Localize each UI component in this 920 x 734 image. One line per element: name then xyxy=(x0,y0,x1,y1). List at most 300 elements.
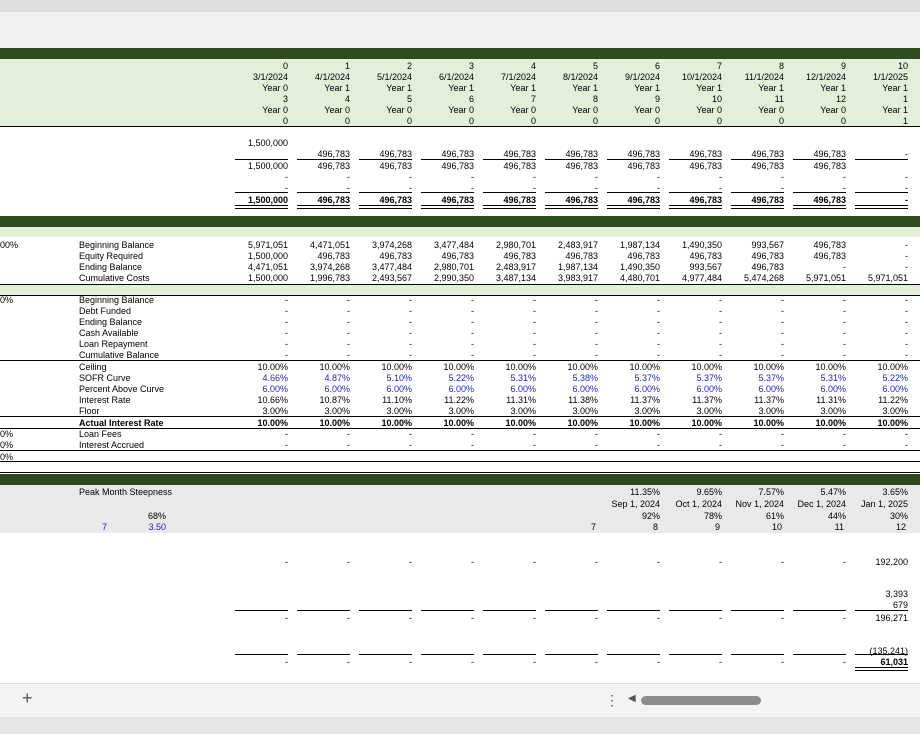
debt-value-cell: - xyxy=(533,339,536,349)
total-underline xyxy=(855,192,908,193)
equity-value-cell: - xyxy=(843,262,846,272)
rate-value-cell: 6.00% xyxy=(820,384,846,394)
actual-rate-cell: 10.00% xyxy=(753,418,784,428)
debt-value-cell: - xyxy=(533,317,536,327)
loan-fee-cell: - xyxy=(285,429,288,439)
steepness-month-cell: 11 xyxy=(834,522,844,532)
equity-value-cell: 2,483,917 xyxy=(557,240,598,250)
row-label: Percent Above Curve xyxy=(79,384,165,394)
steepness-pct-cell: 11.35% xyxy=(630,487,660,497)
steepness-date-cell: Sep 1, 2024 xyxy=(611,499,660,509)
rate-value-cell: 11.37% xyxy=(630,395,660,405)
month-index-cell: 9 xyxy=(654,94,660,104)
steepness-month-cell: 10 xyxy=(771,522,782,532)
period-date-cell: 7/1/2024 xyxy=(500,72,536,82)
lower-value-cell: - xyxy=(533,613,536,623)
total-underline xyxy=(297,192,350,193)
rate-value-cell: 10.00% xyxy=(319,362,350,372)
debt-value-cell: - xyxy=(533,295,536,305)
steepness-left-a: 7 xyxy=(101,522,107,532)
funding-blank-cell: - xyxy=(657,172,660,182)
total-double-underline xyxy=(235,205,288,209)
period-flag-cell: 0 xyxy=(468,116,474,126)
debt-value-cell: - xyxy=(285,339,288,349)
rates-line-a xyxy=(0,450,920,451)
debt-value-cell: - xyxy=(595,328,598,338)
debt-value-cell: - xyxy=(781,295,784,305)
row-label: Loan Repayment xyxy=(79,339,148,349)
rate-value-cell: 6.00% xyxy=(882,384,908,394)
debt-value-cell: - xyxy=(347,339,350,349)
steepness-date-cell: Oct 1, 2024 xyxy=(675,499,722,509)
debt-value-cell: - xyxy=(533,306,536,316)
equity-value-cell: 1,500,000 xyxy=(247,273,288,283)
equity-value-cell: 496,783 xyxy=(565,251,598,261)
lower-underline xyxy=(731,610,784,611)
rate-value-cell: 3.00% xyxy=(572,406,598,416)
rate-value-cell: 11.31% xyxy=(506,395,536,405)
lower-underline xyxy=(235,654,288,655)
period-year-cell: Year 1 xyxy=(510,83,536,93)
steepness-date-cell: Nov 1, 2024 xyxy=(735,499,784,509)
funding-blank-cell: - xyxy=(285,183,288,193)
left-pct-cell: 0% xyxy=(0,440,14,450)
debt-value-cell: - xyxy=(595,317,598,327)
debt-value-cell: - xyxy=(905,328,908,338)
debt-value-cell: - xyxy=(471,339,474,349)
rate-value-cell: 10.00% xyxy=(691,362,722,372)
rate-value-cell: 6.00% xyxy=(696,384,722,394)
actual-rate-cell: 10.00% xyxy=(691,418,722,428)
debt-value-cell: - xyxy=(285,328,288,338)
funding-total-cell: 1,500,000 xyxy=(247,195,288,205)
rate-value-cell: 6.00% xyxy=(634,384,660,394)
rate-value-cell: 5.37% xyxy=(758,373,784,383)
period-flag-cell: 0 xyxy=(406,116,412,126)
rate-value-cell: 3.00% xyxy=(510,406,536,416)
lower-underline xyxy=(483,610,536,611)
monthly-funding-cell: 496,783 xyxy=(751,149,784,159)
actual-rate-cell: 10.00% xyxy=(567,418,598,428)
period-year-cell: Year 0 xyxy=(758,105,784,115)
debt-value-cell: - xyxy=(781,317,784,327)
month-index-cell: 3 xyxy=(282,94,288,104)
period-flag-cell: 0 xyxy=(592,116,598,126)
rate-value-cell: 10.00% xyxy=(505,362,536,372)
period-flag-cell: 0 xyxy=(282,116,288,126)
row-label: SOFR Curve xyxy=(79,373,131,383)
period-year-cell: Year 1 xyxy=(882,105,908,115)
funding-blank-cell: - xyxy=(781,172,784,182)
month-index-cell: 11 xyxy=(774,94,784,104)
period-number-cell: 5 xyxy=(592,61,598,71)
rate-value-cell: 3.00% xyxy=(448,406,474,416)
total-double-underline xyxy=(793,205,846,209)
lower-value-cell: - xyxy=(657,613,660,623)
monthly-funding-cell: 496,783 xyxy=(813,149,846,159)
steepness-share-cell: 92% xyxy=(641,511,660,521)
interest-accrued-cell: - xyxy=(843,440,846,450)
lower-value-cell: - xyxy=(657,657,660,667)
rate-value-cell: 11.22% xyxy=(878,395,908,405)
rate-value-cell: 6.00% xyxy=(758,384,784,394)
debt-value-cell: - xyxy=(595,350,598,360)
lower-underline xyxy=(793,610,846,611)
equity-value-cell: 4,471,051 xyxy=(247,262,288,272)
rate-value-cell: 3.00% xyxy=(262,406,288,416)
funding-subtotal-cell: 496,783 xyxy=(503,161,536,171)
actual-rate-cell: 10.00% xyxy=(815,418,846,428)
actual-rate-top-line xyxy=(0,416,920,417)
debt-value-cell: - xyxy=(533,328,536,338)
rate-value-cell: 11.22% xyxy=(444,395,474,405)
equity-value-cell: 496,783 xyxy=(379,251,412,261)
add-sheet-button[interactable]: + xyxy=(22,688,33,708)
funding-subtotal-cell: 496,783 xyxy=(689,161,722,171)
rate-value-cell: 10.87% xyxy=(319,395,350,405)
actual-rate-cell: 10.00% xyxy=(319,418,350,428)
debt-value-cell: - xyxy=(781,306,784,316)
rate-value-cell: 4.87% xyxy=(324,373,350,383)
equity-value-cell: 3,477,484 xyxy=(433,240,474,250)
rate-value-cell: 6.00% xyxy=(448,384,474,394)
interest-accrued-cell: - xyxy=(409,440,412,450)
debt-value-cell: - xyxy=(347,328,350,338)
loan-fee-cell: - xyxy=(595,429,598,439)
rate-value-cell: 3.00% xyxy=(696,406,722,416)
debt-value-cell: - xyxy=(905,295,908,305)
debt-value-cell: - xyxy=(409,328,412,338)
debt-value-cell: - xyxy=(843,328,846,338)
row-label: Beginning Balance xyxy=(79,240,155,250)
period-number-cell: 2 xyxy=(406,61,412,71)
lower-underline xyxy=(545,654,598,655)
lower-underline xyxy=(235,610,288,611)
funding-blank-cell: - xyxy=(843,172,846,182)
lower-value-cell: - xyxy=(533,557,536,567)
period-flag-cell: 0 xyxy=(654,116,660,126)
equity-value-cell: 5,971,051 xyxy=(247,240,288,250)
lower-value-cell: - xyxy=(595,613,598,623)
funding-total-cell: 496,783 xyxy=(317,195,350,205)
total-double-underline xyxy=(421,205,474,209)
debt-value-cell: - xyxy=(657,350,660,360)
rate-value-cell: 6.00% xyxy=(324,384,350,394)
period-year-cell: Year 1 xyxy=(820,83,846,93)
equity-value-cell: 4,471,051 xyxy=(309,240,350,250)
debt-value-cell: - xyxy=(595,306,598,316)
interest-accrued-cell: - xyxy=(347,440,350,450)
rate-value-cell: 5.22% xyxy=(448,373,474,383)
equity-value-cell: 2,980,701 xyxy=(495,240,536,250)
period-date-cell: 5/1/2024 xyxy=(376,72,412,82)
subtotal-underline xyxy=(545,159,598,160)
subtotal-underline xyxy=(483,159,536,160)
more-options-icon[interactable]: ⋮ xyxy=(605,692,619,708)
lower-underline xyxy=(421,610,474,611)
lower-underline xyxy=(297,654,350,655)
funding-blank-cell: - xyxy=(409,172,412,182)
funding-blank-cell: - xyxy=(595,172,598,182)
equity-value-cell: 1,500,000 xyxy=(247,251,288,261)
total-underline xyxy=(359,192,412,193)
lower-value-cell: - xyxy=(719,613,722,623)
funding-total-cell: 496,783 xyxy=(379,195,412,205)
debt-value-cell: - xyxy=(471,350,474,360)
lower-value-cell: - xyxy=(471,657,474,667)
lower-underline xyxy=(359,610,412,611)
period-flag-cell: 1 xyxy=(902,116,908,126)
steepness-left-b: 3.50 xyxy=(148,522,166,532)
debt-value-cell: - xyxy=(843,295,846,305)
steepness-month-cell: 8 xyxy=(652,522,658,532)
lower-value-cell: - xyxy=(409,557,412,567)
period-number-cell: 3 xyxy=(468,61,474,71)
total-underline xyxy=(793,192,846,193)
loan-fee-cell: - xyxy=(781,429,784,439)
subtotal-underline xyxy=(421,159,474,160)
rate-value-cell: 11.38% xyxy=(568,395,598,405)
row-label: Cash Available xyxy=(79,328,139,338)
funding-subtotal-cell: 496,783 xyxy=(441,161,474,171)
debt-value-cell: - xyxy=(347,295,350,305)
monthly-funding-cell: 496,783 xyxy=(441,149,474,159)
equity-value-cell: 496,783 xyxy=(441,251,474,261)
lower-value-cell: - xyxy=(347,657,350,667)
equity-value-cell: 3,983,917 xyxy=(557,273,598,283)
funding-subtotal-cell: 496,783 xyxy=(379,161,412,171)
debt-value-cell: - xyxy=(905,306,908,316)
rate-value-cell: 10.66% xyxy=(257,395,288,405)
rate-value-cell: 10.00% xyxy=(381,362,412,372)
lower-value-cell: - xyxy=(781,613,784,623)
steepness-pct-cell: 7.57% xyxy=(758,487,784,497)
actual-rate-cell: 10.00% xyxy=(629,418,660,428)
debt-value-cell: - xyxy=(471,306,474,316)
period-number-cell: 10 xyxy=(897,61,908,71)
equity-value-cell: 3,974,268 xyxy=(309,262,350,272)
rate-value-cell: 5.38% xyxy=(572,373,598,383)
period-year-cell: Year 1 xyxy=(448,83,474,93)
period-flag-cell: 0 xyxy=(344,116,350,126)
scroll-left-icon[interactable]: ◀ xyxy=(628,693,636,704)
period-number-cell: 6 xyxy=(654,61,660,71)
total-double-underline xyxy=(545,205,598,209)
lower-underline xyxy=(297,610,350,611)
period-year-cell: Year 1 xyxy=(324,83,350,93)
lower-value-cell: - xyxy=(409,657,412,667)
equity-value-cell: 3,477,484 xyxy=(371,262,412,272)
debt-value-cell: - xyxy=(781,350,784,360)
lower-value-cell: - xyxy=(781,557,784,567)
steepness-share-cell: 30% xyxy=(889,511,908,521)
total-underline xyxy=(731,192,784,193)
rate-value-cell: 3.00% xyxy=(882,406,908,416)
rate-value-cell: 5.10% xyxy=(386,373,412,383)
equity-value-cell: 1,490,350 xyxy=(681,240,722,250)
debt-value-cell: - xyxy=(347,350,350,360)
lower-value-cell: 196,271 xyxy=(875,613,908,623)
funding-blank-cell: - xyxy=(471,183,474,193)
top-toolbar-strip xyxy=(0,0,920,12)
debt-value-cell: - xyxy=(657,317,660,327)
rate-value-cell: 6.00% xyxy=(262,384,288,394)
equity-value-cell: - xyxy=(905,251,908,261)
period-year-cell: Year 1 xyxy=(634,83,660,93)
period-year-cell: Year 0 xyxy=(386,105,412,115)
rate-value-cell: 11.31% xyxy=(816,395,846,405)
funding-blank-cell: - xyxy=(843,183,846,193)
debt-value-cell: - xyxy=(409,350,412,360)
total-underline xyxy=(669,192,722,193)
period-number-cell: 7 xyxy=(716,61,722,71)
monthly-funding-cell: 496,783 xyxy=(627,149,660,159)
rate-value-cell: 10.00% xyxy=(815,362,846,372)
total-underline xyxy=(545,192,598,193)
rate-value-cell: 6.00% xyxy=(572,384,598,394)
funding-blank-cell: - xyxy=(409,183,412,193)
loan-fee-cell: - xyxy=(843,429,846,439)
equity-value-cell: 4,977,484 xyxy=(681,273,722,283)
horizontal-scrollbar-thumb[interactable] xyxy=(641,696,761,705)
row-label: Actual Interest Rate xyxy=(79,418,164,428)
equity-value-cell: 496,783 xyxy=(689,251,722,261)
funding-total-cell: 496,783 xyxy=(689,195,722,205)
steepness-share-cell: 61% xyxy=(765,511,784,521)
subtotal-underline xyxy=(297,159,350,160)
row-label: Floor xyxy=(79,406,100,416)
section-header-bar xyxy=(0,48,920,59)
funding-blank-cell: - xyxy=(471,172,474,182)
funding-total-cell: 496,783 xyxy=(813,195,846,205)
debt-value-cell: - xyxy=(905,339,908,349)
period-flag-cell: 0 xyxy=(840,116,846,126)
lower-value-cell: 679 xyxy=(892,600,908,610)
lower-value-cell: - xyxy=(595,657,598,667)
rate-value-cell: 11.10% xyxy=(382,395,412,405)
debt-value-cell: - xyxy=(409,295,412,305)
debt-value-cell: - xyxy=(657,328,660,338)
lower-value-cell: - xyxy=(843,557,846,567)
steepness-share-cell: 44% xyxy=(827,511,846,521)
period-date-cell: 3/1/2024 xyxy=(252,72,288,82)
month-index-cell: 4 xyxy=(344,94,350,104)
funding-subtotal-cell: 496,783 xyxy=(751,161,784,171)
period-year-cell: Year 1 xyxy=(696,83,722,93)
loan-fee-cell: - xyxy=(347,429,350,439)
steepness-header-bar xyxy=(0,474,920,485)
lower-underline xyxy=(669,610,722,611)
debt-value-cell: - xyxy=(409,339,412,349)
actual-rate-cell: 10.00% xyxy=(381,418,412,428)
rates-line-b xyxy=(0,461,920,462)
debt-value-cell: - xyxy=(657,295,660,305)
debt-value-cell: - xyxy=(719,295,722,305)
funding-subtotal-cell: 496,783 xyxy=(813,161,846,171)
debt-value-cell: - xyxy=(719,339,722,349)
debt-value-cell: - xyxy=(533,350,536,360)
month-index-cell: 8 xyxy=(592,94,598,104)
subtotal-underline xyxy=(731,159,784,160)
debt-left-pct: 0% xyxy=(0,295,14,305)
debt-value-cell: - xyxy=(595,295,598,305)
lower-underline xyxy=(793,654,846,655)
lower-underline xyxy=(731,654,784,655)
period-year-cell: Year 0 xyxy=(634,105,660,115)
funding-blank-cell: - xyxy=(595,183,598,193)
left-pct-cell: 0% xyxy=(0,452,14,462)
interest-accrued-cell: - xyxy=(471,440,474,450)
subtotal-underline xyxy=(669,159,722,160)
equity-value-cell: 2,483,917 xyxy=(495,262,536,272)
interest-accrued-cell: - xyxy=(905,440,908,450)
funding-blank-cell: - xyxy=(347,183,350,193)
monthly-funding-cell: 496,783 xyxy=(503,149,536,159)
period-year-cell: Year 0 xyxy=(820,105,846,115)
lower-value-cell: - xyxy=(781,657,784,667)
debt-value-cell: - xyxy=(347,306,350,316)
funding-total-cell: 496,783 xyxy=(565,195,598,205)
rate-value-cell: 10.00% xyxy=(877,362,908,372)
period-number-cell: 0 xyxy=(282,61,288,71)
equity-value-cell: 2,990,350 xyxy=(433,273,474,283)
period-date-cell: 1/1/2025 xyxy=(872,72,908,82)
steepness-month-cell: 7 xyxy=(590,522,596,532)
rate-value-cell: 10.00% xyxy=(567,362,598,372)
rate-value-cell: 4.66% xyxy=(262,373,288,383)
lower-underline xyxy=(855,610,908,611)
funding-blank-cell: - xyxy=(719,172,722,182)
left-pct-cell: 0% xyxy=(0,429,14,439)
period-year-cell: Year 0 xyxy=(324,105,350,115)
total-double-underline xyxy=(607,205,660,209)
period-year-cell: Year 0 xyxy=(262,83,288,93)
subtotal-underline xyxy=(607,159,660,160)
equity-value-cell: 5,971,051 xyxy=(867,273,908,283)
debt-value-cell: - xyxy=(843,317,846,327)
period-year-cell: Year 0 xyxy=(572,105,598,115)
equity-value-cell: 2,493,567 xyxy=(371,273,412,283)
interest-accrued-cell: - xyxy=(657,440,660,450)
row-label: Cumulative Costs xyxy=(79,273,150,283)
total-double-underline xyxy=(669,205,722,209)
funding-total-cell: 496,783 xyxy=(441,195,474,205)
lower-underline xyxy=(545,610,598,611)
row-label: Interest Rate xyxy=(79,395,131,405)
equity-value-cell: 5,474,268 xyxy=(743,273,784,283)
equity-value-cell: 496,783 xyxy=(751,262,784,272)
rate-value-cell: 6.00% xyxy=(510,384,536,394)
rate-value-cell: 3.00% xyxy=(324,406,350,416)
spacer-row xyxy=(0,12,920,48)
debt-block-bottom-line xyxy=(0,360,920,361)
steepness-left-pct: 68% xyxy=(147,511,166,521)
debt-value-cell: - xyxy=(781,328,784,338)
lower-value-cell: (135,241) xyxy=(869,646,908,656)
equity-value-cell: 3,974,268 xyxy=(371,240,412,250)
debt-value-cell: - xyxy=(595,339,598,349)
row-label: Loan Fees xyxy=(79,429,122,439)
loan-fee-cell: - xyxy=(471,429,474,439)
rate-value-cell: 3.00% xyxy=(386,406,412,416)
period-date-cell: 9/1/2024 xyxy=(624,72,660,82)
monthly-funding-cell: 496,783 xyxy=(565,149,598,159)
steepness-pct-cell: 3.65% xyxy=(882,487,908,497)
equity-value-cell: 2,980,701 xyxy=(433,262,474,272)
lower-underline xyxy=(607,654,660,655)
lower-underline xyxy=(359,654,412,655)
lower-value-cell: - xyxy=(595,557,598,567)
